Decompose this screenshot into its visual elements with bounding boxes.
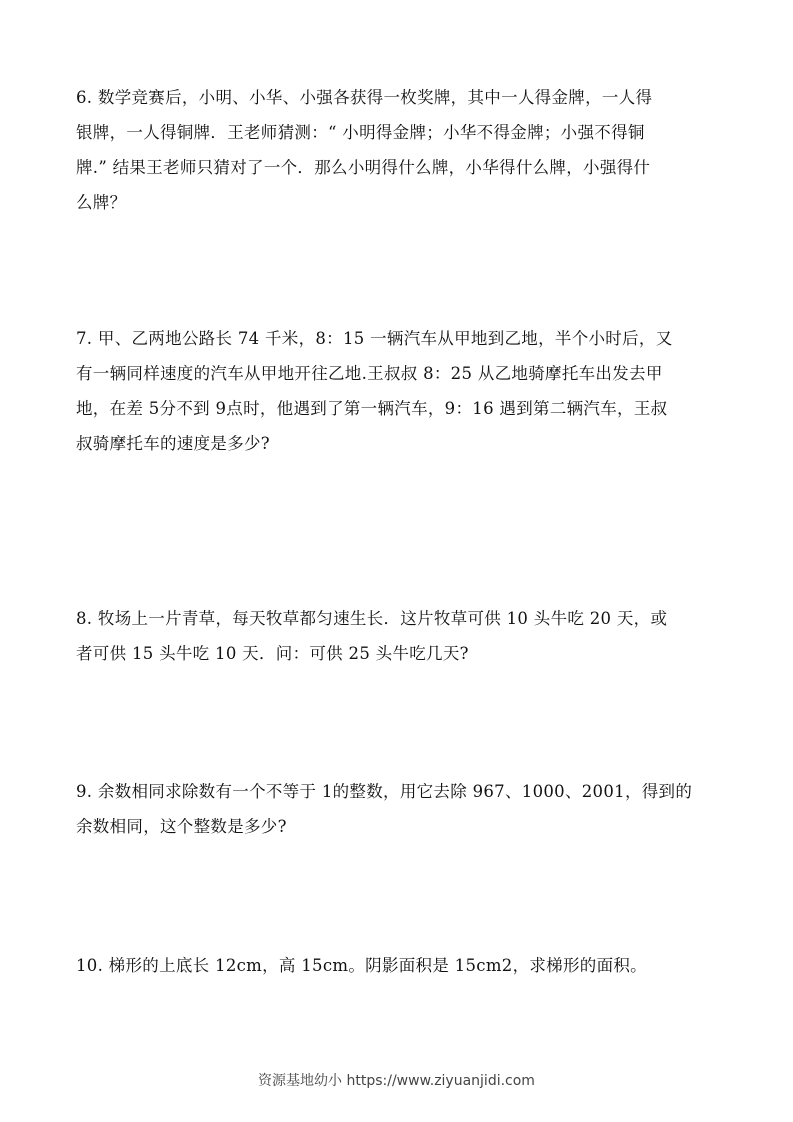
question-9 [76,774,726,844]
question-6 [76,80,726,220]
question-6-line-3: 牌.” 结果王老师只猜对了一个．那么小明得什么牌，小华得什么牌，小强得什 [76,158,651,177]
question-9-line-1: 9. 余数相同求除数有一个不等于 1的整数，用它去除 967、1000、2001，得到的 [76,782,693,801]
question-7-line-1: 7. 甲、乙两地公路长 74 千米，8：15 一辆汽车从甲地到乙地，半个小时后，又 [76,329,673,348]
question-8-line-2: 者可供 15 头牛吃 10 天．问：可供 25 头牛吃几天? [76,644,469,663]
question-7-line-4: 叔骑摩托车的速度是多少? [76,434,270,453]
question-10-line-1: 10. 梯形的上底长 12cm，高 15cm。阴影面积是 15cm2，求梯形的面积。 [76,956,647,975]
question-6-line-1: 6. 数学竞赛后，小明、小华、小强各获得一枚奖牌，其中一人得金牌，一人得 [76,88,653,107]
question-6-line-4: 么牌？ [76,193,127,212]
footer-source-text: 资源基地幼小 https://www.ziyuanjidi.com [258,1073,535,1089]
question-10 [76,948,726,983]
question-7 [76,321,726,461]
question-8 [76,601,726,671]
question-7-line-2: 有一辆同样速度的汽车从甲地开往乙地.王叔叔 8：25 从乙地骑摩托车出发去甲 [76,364,663,383]
question-9-line-2: 余数相同，这个整数是多少? [76,817,287,836]
question-6-line-2: 银牌，一人得铜牌．王老师猜测：“ 小明得金牌；小华不得金牌；小强不得铜 [76,123,645,142]
question-7-line-3: 地，在差 5分不到 9点时，他遇到了第一辆汽车，9：16 遇到第二辆汽车，王叔 [76,399,668,418]
question-8-line-1: 8. 牧场上一片青草，每天牧草都匀速生长．这片牧草可供 10 头牛吃 20 天，或 [76,609,668,628]
